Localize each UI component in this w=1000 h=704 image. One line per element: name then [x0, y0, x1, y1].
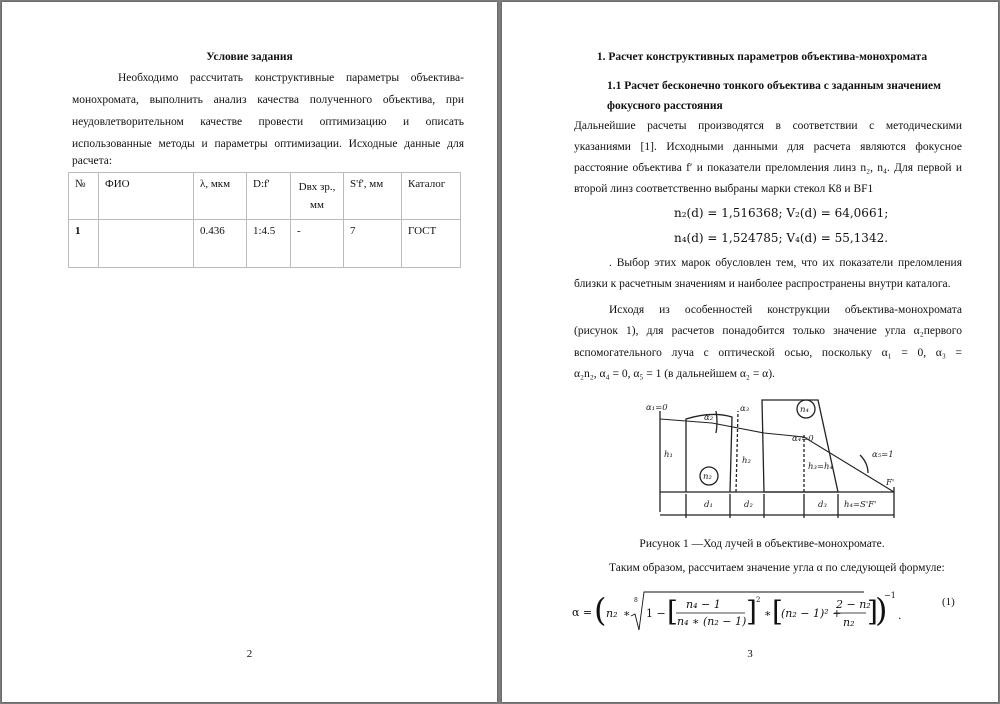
page-number: 2 — [246, 648, 253, 660]
fig-label-f: F' — [886, 478, 895, 488]
para-line: близки к расчетным значениям и наиболее распространены внутри каталога. — [574, 278, 951, 290]
subsection-heading: фокусного расстояния — [607, 100, 723, 112]
fig-label-a2: α₂ — [704, 413, 714, 423]
para-line: (рисунок 1), для расчетов понадобится только значение угла α₂первого — [574, 325, 962, 337]
input-data-table — [68, 172, 461, 268]
table-cell: - — [291, 220, 344, 268]
formula-frac2-num: 2 − n₂ — [836, 598, 871, 611]
equation-glass-1: n₂(d) = 1,516368; V₂(d) = 64,0661; — [674, 206, 889, 220]
fig-label-h4s: h₄=S'F' — [844, 500, 877, 510]
table-header-cell: Каталог — [402, 173, 461, 220]
formula-square: 2 — [756, 596, 761, 604]
table-header-cell: D:f' — [247, 173, 291, 220]
table-header-cell: № — [69, 173, 99, 220]
table-header-cell: ФИО — [99, 173, 194, 220]
figure-caption: Рисунок 1 —Ход лучей в объективе-монохромате. — [639, 538, 885, 550]
angle-arc — [860, 455, 868, 473]
ray-path — [660, 419, 894, 492]
surface-line — [736, 411, 738, 492]
fig-label-a4: α₄=0 — [792, 434, 814, 444]
table-cell: 7 — [344, 220, 402, 268]
para-line: Дальнейшие расчеты производятся в соответствии с методическими — [574, 120, 962, 132]
para-line: второй линз соответственно выбраны марки стекол К8 и BF1 — [574, 183, 874, 195]
table-cell: 1:4.5 — [247, 220, 291, 268]
table-cell: 1 — [69, 220, 99, 268]
task-para-line: монохромата, выполнить анализ качества полученного объектива, при — [72, 94, 464, 106]
fig-label-n4: n₄ — [800, 405, 809, 415]
formula-n2: n₂ — [606, 607, 618, 620]
table-header-cell: λ, мкм — [194, 173, 247, 220]
alpha-formula — [572, 588, 912, 636]
table-header-cell: S'f', мм — [344, 173, 402, 220]
fig-label-h1: h₁ — [664, 450, 673, 460]
table-cell: ГОСТ — [402, 220, 461, 268]
task-para-line: расчета: — [72, 155, 113, 167]
para-line: α₂n₂, α₄ = 0, α₅ = 1 (в дальнейшем α₂ = α). — [574, 368, 775, 380]
formula-bracket: ] — [746, 595, 757, 628]
para-line: Исходя из особенностей конструкции объектива-монохромата — [609, 304, 962, 316]
task-para-line: использованные методы и параметры оптимизации. Исходные данные для — [72, 138, 464, 150]
formula-frac1-den: n₄ ∗ (n₂ − 1) — [677, 615, 747, 628]
fig-label-a5: α₅=1 — [872, 450, 894, 460]
formula-exponent: −1 — [884, 591, 896, 600]
task-para-line: Необходимо рассчитать конструктивные параметры объектива- — [118, 72, 464, 84]
table-row — [69, 220, 461, 268]
formula-frac1-num: n₄ − 1 — [686, 598, 721, 611]
page-right — [502, 2, 998, 702]
subsection-heading: 1.1 Расчет бесконечно тонкого объектива с заданным значением — [607, 80, 941, 92]
formula-bracket: [ — [772, 595, 783, 628]
formula-one: 1 − — [646, 607, 666, 620]
formula-dot: . — [898, 609, 902, 622]
formula-paren-open: ( — [594, 591, 607, 629]
formula-middle: (n₂ − 1)² + — [781, 607, 842, 620]
table-cell: 0.436 — [194, 220, 247, 268]
angle-arc — [716, 411, 717, 433]
fig-label-d1: d₁ — [704, 500, 713, 510]
fig-label-d2: d₂ — [744, 500, 753, 510]
formula-lhs: α = — [572, 606, 593, 619]
para-line: Таким образом, рассчитаем значение угла α по следующей формуле: — [609, 562, 945, 574]
fig-label-n2: n₂ — [703, 472, 712, 482]
formula-mul: ∗ — [623, 607, 631, 620]
formula-mul-2: ∗ — [764, 607, 772, 620]
para-line: расстояние объектива f′ и показатели преломления линз n₂, n₄. Для первой и — [574, 162, 962, 174]
lens-ray-diagram — [632, 397, 912, 522]
section-heading: 1. Расчет конструктивных параметров объектива-монохромата — [596, 51, 928, 63]
formula-paren-close: ) — [875, 591, 888, 629]
fig-label-a1: α₁=0 — [646, 403, 668, 413]
fig-label-h2: h₂ — [742, 456, 751, 466]
page-number: 3 — [747, 648, 753, 660]
formula-bracket: [ — [667, 595, 678, 628]
formula-number: (1) — [942, 596, 955, 608]
fig-label-d3: d₃ — [818, 500, 827, 510]
para-line: вспомогательного луча с оптической осью, поскольку α₁ = 0, α₃ = — [574, 347, 962, 359]
task-title: Условие задания — [206, 51, 293, 63]
task-para-line: неудовлетворительном качестве провести оптимизацию и описать — [72, 116, 464, 128]
formula-root-index: 8 — [634, 597, 638, 604]
fig-label-a3: α₃ — [740, 404, 750, 414]
table-cell — [99, 220, 194, 268]
fig-label-h3: h₃=h₄ — [808, 462, 833, 472]
equation-glass-2: n₄(d) = 1,524785; V₄(d) = 55,1342. — [674, 231, 889, 245]
table-header-cell: Dвх зр., мм — [291, 173, 344, 220]
page-left — [2, 2, 497, 702]
formula-frac2-den: n₂ — [843, 616, 855, 629]
table-header-row — [69, 173, 461, 220]
formula-bracket: ] — [867, 595, 878, 628]
para-line: указаниями [1]. Исходными данными для расчета являются фокусное — [574, 141, 962, 153]
para-line: . Выбор этих марок обусловлен тем, что их показатели преломления — [609, 257, 962, 269]
